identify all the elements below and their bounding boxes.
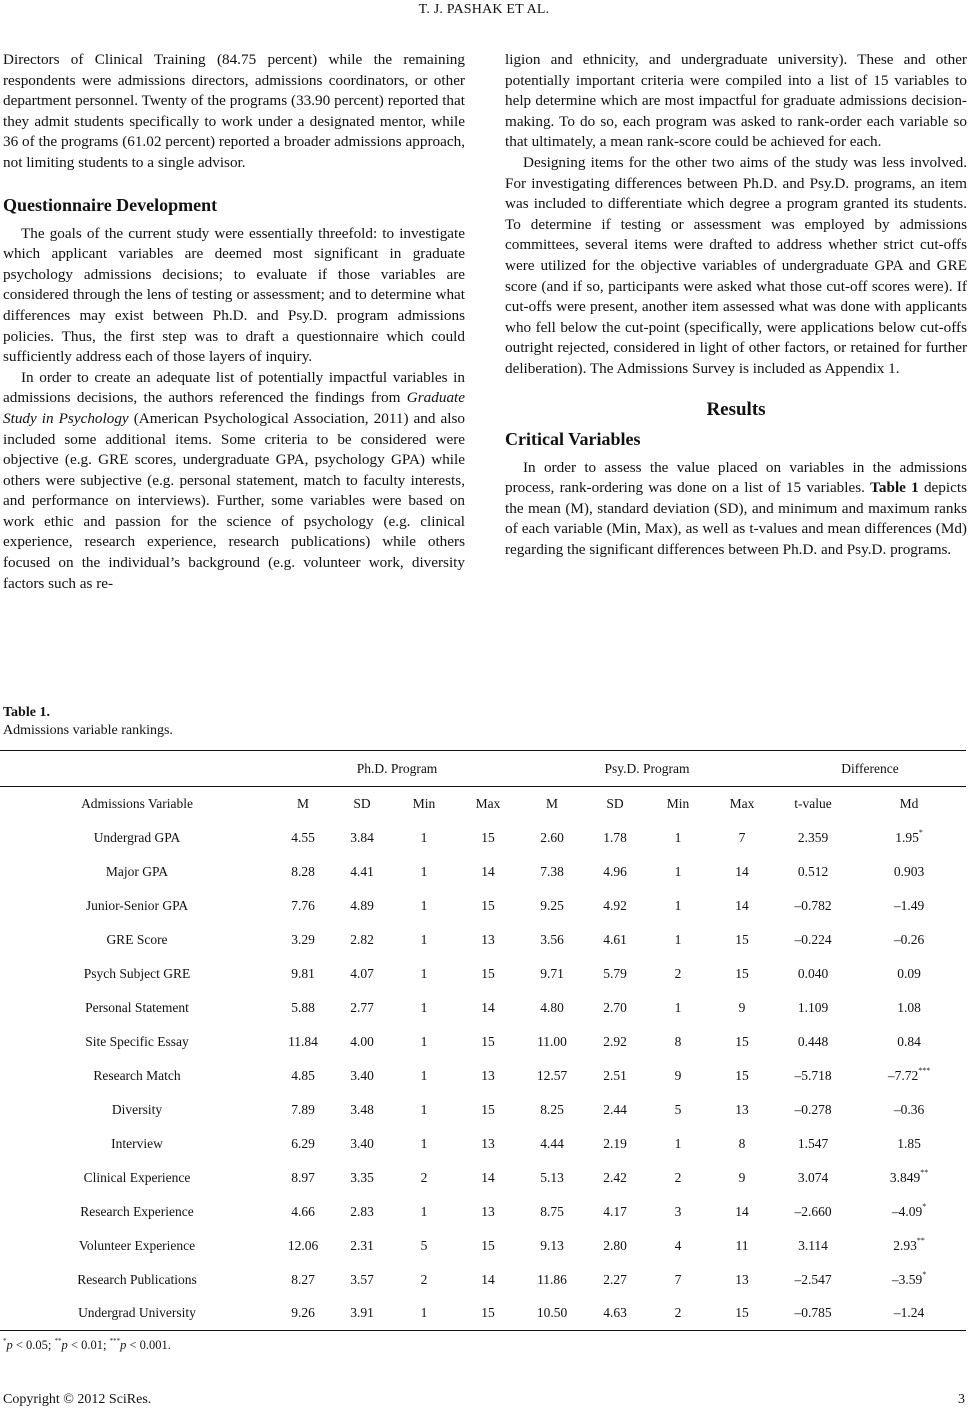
section-heading-results: Results (706, 398, 766, 420)
cell-variable: Interview (111, 1135, 163, 1151)
cell-psyd-max: 15 (735, 965, 749, 981)
cell-phd-sd: 2.82 (350, 931, 374, 947)
cell-psyd-sd: 1.78 (603, 829, 627, 845)
cell-psyd-min: 9 (674, 1067, 682, 1083)
cell-phd-m: 9.26 (274, 1297, 332, 1331)
cell-t: –0.782 (794, 897, 832, 913)
cell-md (852, 1161, 966, 1195)
cell-psyd-m: 12.57 (536, 1067, 568, 1083)
cell-psyd-min: 1 (674, 897, 682, 913)
footnote-text: < 0.01; (67, 1338, 110, 1352)
cell-phd-sd: 3.84 (350, 829, 374, 845)
cell-psyd-max: 15 (735, 931, 749, 947)
column-header: t-value (794, 795, 832, 811)
cell-variable: Junior-Senior GPA (85, 897, 189, 913)
md-value: –3.59 (891, 1271, 923, 1287)
cell-phd-sd: 3.35 (350, 1169, 374, 1185)
cell-psyd-sd: 2.44 (603, 1101, 627, 1117)
cell-psyd-sd: 2.27 (603, 1271, 627, 1287)
cell-phd-max: 15 (481, 965, 495, 981)
table-title: Admissions variable rankings. (3, 723, 173, 738)
cell-psyd-min: 1 (674, 829, 682, 845)
cell-phd-max: 15 (456, 1297, 520, 1331)
md-value: –1.24 (893, 1305, 925, 1321)
cell-psyd-sd: 2.42 (603, 1169, 627, 1185)
cell-phd-max: 15 (481, 897, 495, 913)
md-value: –4.09 (891, 1203, 923, 1219)
column-header: M (296, 795, 309, 811)
table-row (0, 957, 966, 991)
table-row (0, 821, 966, 855)
footnote-text: < 0.05; (12, 1338, 55, 1352)
table-row (0, 991, 966, 1025)
cell-phd-sd: 2.31 (350, 1237, 374, 1253)
significance-marker: ** (920, 1167, 929, 1177)
column-header: Min (666, 795, 690, 811)
cell-psyd-max: 11 (735, 1237, 749, 1253)
cell-psyd-m: 3.56 (540, 931, 564, 947)
sig-marker: * (3, 1337, 7, 1345)
table-row (0, 1127, 966, 1161)
cell-psyd-min: 5 (674, 1101, 682, 1117)
cell-psyd-max: 7 (738, 829, 746, 845)
cell-psyd-min: 2 (674, 965, 682, 981)
cell-phd-m: 7.89 (291, 1101, 315, 1117)
cell-psyd-min: 1 (674, 1135, 682, 1151)
cell-psyd-m: 5.13 (540, 1169, 564, 1185)
cell-md (852, 1263, 966, 1297)
cell-psyd-max: 14 (735, 1203, 749, 1219)
cell-phd-min: 1 (420, 1101, 428, 1117)
cell-psyd-sd: 4.96 (603, 863, 627, 879)
cell-md (852, 991, 966, 1025)
group-header-difference: Difference (774, 751, 966, 787)
cell-variable: Research Publications (77, 1271, 197, 1287)
table-row (0, 855, 966, 889)
md-value: –0.26 (893, 931, 925, 947)
group-header-empty (0, 751, 274, 787)
cell-variable: Clinical Experience (83, 1169, 191, 1185)
paragraph-respondents: Directors of Clinical Training (84.75 percent) while the remaining respondents were admissions directors, admissions coordinators, or other department personnel. Twenty of the programs (33.90 percent) reported that they admit students specifically to work under a designated mentor, while 36 of the programs (61.02 percent) reported a broader admissions approach, not limiting students to a single advisor. (3, 51, 465, 171)
cell-phd-sd: 4.00 (350, 1033, 374, 1049)
p-symbol: p (61, 1338, 68, 1352)
cell-psyd-m: 9.71 (540, 965, 564, 981)
cell-t: 3.114 (798, 1237, 828, 1253)
table-label: Table 1. (3, 705, 50, 720)
column-header: M (545, 795, 558, 811)
cell-variable: Research Experience (80, 1203, 194, 1219)
cell-phd-sd: 3.40 (350, 1067, 374, 1083)
md-value: 3.849 (889, 1169, 921, 1185)
cell-phd-max: 14 (481, 1271, 495, 1287)
column-header: SD (606, 795, 624, 811)
cell-phd-max: 14 (481, 863, 495, 879)
cell-phd-max: 15 (481, 1101, 495, 1117)
column-header: Admissions Variable (81, 795, 193, 811)
cell-psyd-min: 7 (674, 1271, 682, 1287)
cell-t: 3.074 (797, 1169, 829, 1185)
cell-phd-max: 14 (481, 999, 495, 1015)
cell-phd-m: 11.84 (288, 1033, 318, 1049)
group-header-phd: Ph.D. Program (274, 751, 520, 787)
cell-phd-max: 13 (481, 931, 495, 947)
cell-variable: Undergrad GPA (93, 829, 181, 845)
cell-phd-m: 7.76 (291, 897, 315, 913)
cell-md (852, 1059, 966, 1093)
cell-psyd-m: 2.60 (540, 829, 564, 845)
cell-phd-sd: 3.40 (350, 1135, 374, 1151)
cell-phd-min: 1 (420, 1033, 428, 1049)
text-segment: (American Psychological Association, 2011) and also included some additional items. Some criteria to be considered were objective (e.g. GRE scores, undergraduate GPA, psychology GPA) while others were subjective (e.g. personal statement, match to faculty interests, and performance on interviews). Further, some variables were based on work ethic and passion for the science of psychology (e.g. clinical experience, research experience, research publications) while others focused on the individual’s background (e.g. volunteer work, diversity factors such as re- (3, 409, 465, 592)
cell-psyd-sd: 4.92 (603, 897, 627, 913)
cell-md (852, 821, 966, 855)
cell-phd-max: 15 (481, 1033, 495, 1049)
cell-phd-min: 5 (420, 1237, 428, 1253)
cell-phd-m: 4.55 (291, 829, 315, 845)
cell-phd-m: 3.29 (291, 931, 315, 947)
cell-phd-sd: 3.57 (350, 1271, 374, 1287)
cell-variable: Site Specific Essay (85, 1033, 189, 1049)
cell-phd-m: 8.97 (291, 1169, 315, 1185)
cell-md (852, 923, 966, 957)
cell-variable: Diversity (111, 1101, 163, 1117)
book-title: Graduate Study in Psychology (3, 389, 465, 427)
cell-phd-min: 1 (420, 965, 428, 981)
cell-psyd-max: 9 (738, 1169, 746, 1185)
cell-psyd-m: 11.00 (537, 1033, 567, 1049)
cell-phd-m: 8.28 (291, 863, 315, 879)
cell-phd-sd: 3.91 (332, 1297, 392, 1331)
cell-psyd-sd: 5.79 (603, 965, 627, 981)
md-value: –1.49 (893, 897, 925, 913)
p-symbol: p (6, 1338, 13, 1352)
footnote-text: < 0.001. (126, 1338, 171, 1352)
sig-marker: *** (109, 1337, 121, 1345)
table-footnote (3, 1338, 171, 1353)
cell-psyd-m: 9.25 (540, 897, 564, 913)
text-segment: In order to assess the value placed on variables in the admissions process, rank-ordering was done on a list of 15 variables. (505, 458, 967, 497)
cell-t: –0.785 (774, 1297, 852, 1331)
column-header: Min (412, 795, 436, 811)
cell-psyd-max: 9 (738, 999, 746, 1015)
cell-psyd-max: 15 (735, 1067, 749, 1083)
cell-phd-min: 1 (420, 897, 428, 913)
cell-phd-m: 4.85 (291, 1067, 315, 1083)
cell-psyd-sd: 2.19 (603, 1135, 627, 1151)
left-column (3, 50, 465, 594)
table-row (0, 1297, 966, 1331)
cell-psyd-min: 8 (674, 1033, 682, 1049)
cell-variable: Research Match (93, 1067, 181, 1083)
table-row (0, 1025, 966, 1059)
significance-marker: * (918, 827, 923, 837)
cell-psyd-m: 4.44 (540, 1135, 564, 1151)
cell-t: –0.224 (794, 931, 832, 947)
significance-marker: ** (916, 1235, 925, 1245)
paragraph-goals: The goals of the current study were essentially threefold: to investigate which applicant variables are deemed most significant in graduate psychology admissions decisions; to evaluate if those variables are considered through the lens of testing or assessment; and to determine what differences may exist between Ph.D. and Psy.D. program admissions policies. Thus, the first step was to draft a questionnaire which could sufficiently address each of those layers of inquiry. (3, 224, 465, 366)
cell-psyd-min: 4 (674, 1237, 682, 1253)
md-value: –0.36 (893, 1101, 925, 1117)
cell-phd-sd: 2.83 (350, 1203, 374, 1219)
cell-psyd-sd: 2.51 (603, 1067, 627, 1083)
cell-psyd-min: 1 (674, 999, 682, 1015)
cell-psyd-max: 8 (738, 1135, 746, 1151)
cell-phd-sd: 2.77 (350, 999, 374, 1015)
table-reference: Table 1 (870, 479, 919, 497)
cell-psyd-min: 3 (674, 1203, 682, 1219)
column-header: Max (475, 795, 501, 811)
md-value: 2.93 (893, 1237, 917, 1253)
table-row (0, 1093, 966, 1127)
cell-phd-min: 1 (420, 829, 428, 845)
cell-psyd-max: 14 (735, 897, 749, 913)
cell-md (852, 1195, 966, 1229)
cell-md (852, 855, 966, 889)
md-value: 1.85 (897, 1135, 921, 1151)
md-value: 0.903 (893, 863, 925, 879)
cell-phd-min: 1 (420, 1203, 428, 1219)
cell-psyd-m: 10.50 (520, 1297, 584, 1331)
cell-phd-sd: 4.89 (350, 897, 374, 913)
cell-md (852, 1229, 966, 1263)
cell-t: –5.718 (794, 1067, 832, 1083)
table-row (0, 1059, 966, 1093)
cell-psyd-max: 15 (710, 1297, 774, 1331)
cell-psyd-max: 15 (735, 1033, 749, 1049)
paragraph-criteria: ligion and ethnicity, and undergraduate university). These and other potentially important criteria were compiled into a list of 15 variables to help determine which are most impactful for graduate admissions decision-making. To do so, each program was asked to rank-order each variable so that ultimately, a mean rank-score could be achieved for each. (505, 51, 967, 151)
table-row (0, 1161, 966, 1195)
paragraph-rank-ordering (505, 458, 967, 561)
cell-phd-max: 14 (481, 1169, 495, 1185)
significance-marker: * (922, 1269, 927, 1279)
cell-psyd-m: 9.13 (540, 1237, 564, 1253)
cell-variable: Major GPA (105, 863, 169, 879)
cell-t: 2.359 (797, 829, 829, 845)
cell-t: –2.547 (794, 1271, 832, 1287)
column-header: Max (729, 795, 755, 811)
sig-marker: ** (54, 1337, 62, 1345)
cell-t: 0.040 (797, 965, 829, 981)
column-header: Md (899, 795, 919, 811)
p-symbol: p (120, 1338, 127, 1352)
cell-psyd-sd: 4.61 (603, 931, 627, 947)
cell-psyd-sd: 4.17 (603, 1203, 627, 1219)
page-number: 3 (958, 1392, 965, 1407)
cell-psyd-min: 1 (674, 863, 682, 879)
md-value: 1.95 (895, 829, 919, 845)
cell-phd-sd: 4.07 (350, 965, 374, 981)
group-header-psyd: Psy.D. Program (520, 751, 774, 787)
significance-marker: *** (918, 1065, 931, 1075)
text-segment: In order to create an adequate list of potentially impactful variables in admissions decisions, the authors referenced the findings from (3, 368, 465, 407)
table-row (0, 1263, 966, 1297)
section-heading-questionnaire: Questionnaire Development (3, 194, 218, 215)
cell-md (852, 1025, 966, 1059)
cell-phd-min: 1 (392, 1297, 456, 1331)
cell-psyd-max: 13 (735, 1101, 749, 1117)
text-segment: depicts the mean (M), standard deviation (SD), and minimum and maximum ranks of each variable (Min, Max), as well as t-values and mean differences (Md) regarding the significant differences between Ph.D. and Psy.D. programs. (505, 479, 967, 558)
cell-t: 0.512 (797, 863, 829, 879)
cell-phd-max: 13 (481, 1067, 495, 1083)
cell-phd-m: 9.81 (291, 965, 315, 981)
cell-phd-min: 1 (420, 999, 428, 1015)
cell-psyd-max: 14 (735, 863, 749, 879)
cell-md (852, 889, 966, 923)
table-column-header (0, 787, 966, 821)
paragraph-variables (3, 368, 465, 595)
cell-phd-min: 2 (420, 1169, 428, 1185)
admissions-table (0, 750, 966, 1331)
cell-psyd-m: 7.38 (540, 863, 564, 879)
cell-psyd-min: 1 (674, 931, 682, 947)
cell-phd-max: 13 (481, 1135, 495, 1151)
cell-phd-min: 1 (420, 1067, 428, 1083)
significance-marker: * (922, 1201, 927, 1211)
cell-md (852, 1297, 966, 1331)
cell-phd-min: 1 (420, 863, 428, 879)
cell-phd-m: 12.06 (287, 1237, 319, 1253)
cell-phd-max: 13 (481, 1203, 495, 1219)
cell-md (852, 1093, 966, 1127)
cell-phd-max: 15 (481, 829, 495, 845)
cell-phd-min: 1 (420, 931, 428, 947)
cell-psyd-min: 2 (674, 1169, 682, 1185)
table-row (0, 1229, 966, 1263)
table-caption (3, 704, 173, 740)
md-value: 1.08 (897, 999, 921, 1015)
subsection-heading-critical-variables: Critical Variables (505, 428, 641, 449)
cell-psyd-min: 2 (646, 1297, 710, 1331)
cell-phd-m: 6.29 (291, 1135, 315, 1151)
copyright-notice: Copyright © 2012 SciRes. (3, 1392, 152, 1407)
column-header: SD (353, 795, 371, 811)
table-body (0, 821, 966, 1331)
cell-t: 1.547 (797, 1135, 829, 1151)
table-row (0, 923, 966, 957)
md-value: –7.72 (887, 1067, 919, 1083)
cell-phd-m: 5.88 (291, 999, 315, 1015)
cell-variable: Personal Statement (85, 999, 189, 1015)
cell-variable: Undergrad University (0, 1297, 274, 1331)
cell-psyd-sd: 2.70 (603, 999, 627, 1015)
cell-md (852, 957, 966, 991)
paragraph-design: Designing items for the other two aims of the study was less involved. For investigating differences between Ph.D. and Psy.D. programs, an item was included to differentiate which degree a program granted its students. To determine if testing or assessment was employed by admissions committees, several items were drafted to address whether strict cut-offs were utilized for the objective variables of undergraduate GPA and GRE score (and if so, participants were asked what those cut-off scores were). If cut-offs were present, another item assessed what was done with applicants who fell below the cut-point (specifically, were applications below cut-offs outright rejected, considered in light of other factors, or retained for further deliberation). The Admissions Survey is included as Appendix 1. (505, 153, 967, 377)
cell-psyd-m: 8.25 (540, 1101, 564, 1117)
md-value: 0.84 (897, 1033, 921, 1049)
md-value: 0.09 (897, 965, 921, 981)
cell-md (852, 1127, 966, 1161)
cell-phd-min: 2 (420, 1271, 428, 1287)
table-group-header (0, 751, 966, 787)
cell-phd-m: 8.27 (291, 1271, 315, 1287)
cell-psyd-m: 8.75 (540, 1203, 564, 1219)
cell-psyd-m: 11.86 (537, 1271, 567, 1287)
cell-phd-sd: 3.48 (350, 1101, 374, 1117)
table-row (0, 889, 966, 923)
cell-phd-sd: 4.41 (350, 863, 374, 879)
cell-t: –0.278 (794, 1101, 832, 1117)
cell-variable: Psych Subject GRE (83, 965, 191, 981)
cell-phd-min: 1 (420, 1135, 428, 1151)
cell-variable: GRE Score (106, 931, 168, 947)
cell-t: –2.660 (794, 1203, 832, 1219)
cell-phd-m: 4.66 (291, 1203, 315, 1219)
cell-psyd-sd: 2.80 (603, 1237, 627, 1253)
cell-psyd-m: 4.80 (540, 999, 564, 1015)
right-column (505, 50, 967, 560)
cell-psyd-sd: 4.63 (584, 1297, 646, 1331)
cell-psyd-sd: 2.92 (603, 1033, 627, 1049)
cell-t: 0.448 (797, 1033, 829, 1049)
cell-variable: Volunteer Experience (78, 1237, 196, 1253)
cell-t: 1.109 (797, 999, 829, 1015)
running-head: T. J. PASHAK ET AL. (418, 2, 550, 17)
table-row (0, 1195, 966, 1229)
cell-psyd-max: 13 (735, 1271, 749, 1287)
cell-phd-max: 15 (481, 1237, 495, 1253)
